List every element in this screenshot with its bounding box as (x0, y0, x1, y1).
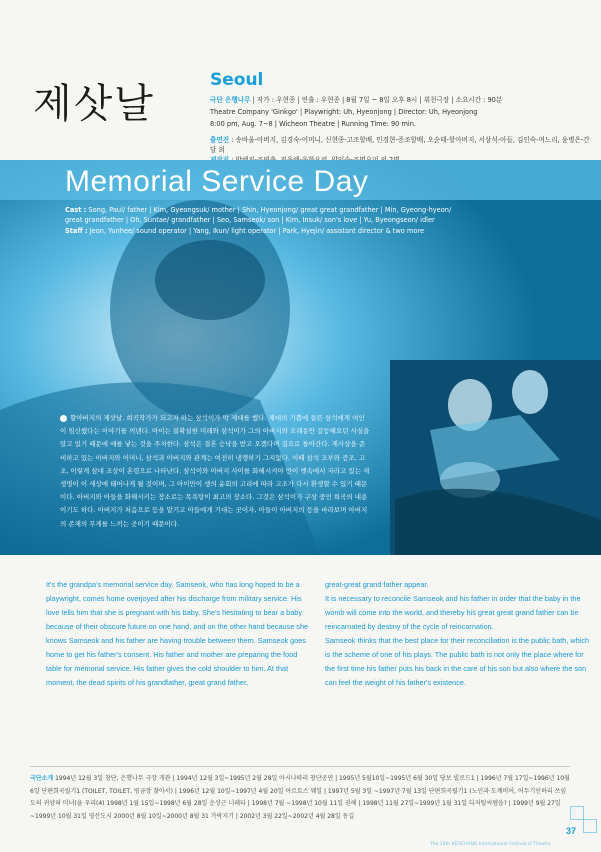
cast-kr-label: 출연진 (210, 136, 230, 144)
decorative-square (583, 819, 597, 833)
korean-synopsis (60, 412, 370, 531)
cast-label: Cast : (65, 206, 87, 214)
page-number: 37 (566, 826, 577, 836)
city-label: Seoul (210, 70, 264, 90)
credits-kr: | 작가 : 우현종 | 연출 : 우현종 | 8월 7일 ~ 8일 오후 8시 | 위천극장 | 소요시간 : 90분 (252, 96, 503, 104)
synopsis-paragraph: great-great grand father appear. (325, 580, 429, 589)
divider (30, 766, 570, 767)
synopsis-paragraph: It is necessary to reconcile Samseok and his father in order that the baby in the womb will come into the world, and thereby his great great grand father can be reincarnated by destiny of the cycle of reincarnation. (325, 594, 581, 631)
english-synopsis-col2 (325, 578, 590, 690)
company-history (30, 773, 570, 823)
history-text: 1994년 12월 3일 창단, 은행나무 극장 개관 | 1994년 12월 3일~1995년 2월 28일 아시나따리 창단공연 | 1995년 5월10일~1995년 6월 30일 당보 빌로드1 | 1996년 7월 17일~1996년 10월 6일 단편희곡릴기1 (TOILET, TOILET, 빙금장 찾아서) | 1996년 12월 10일~1997년 4월 20일 아르토스 웨일 | 1997년 5월 3일 ~1997년 7월 13일 단편희곡릴기1 (노인과 도깨비어, 어두기인하리 쓰임도의 귀양혀 미녀)을 우리(4) 1998년 1월 15일~1998년 6월 28일 운상근 너레타 | 1998년 7월 ~1998년 10월 11일 권해 | 1998년 11월 27일~1999년 1월 31일 디저털씨템읍? | 1999년 9월 27일~1999년 10월 31일 영산도시 2000년 8월 10일~2000년 8월 31 가락지기 | 2002년 3월 22일~2002년 4월 28일 동길 (30, 775, 570, 820)
history-label: 극단소개 (30, 775, 54, 782)
festival-footer: The 16th KEOCHANG International Festival of Theatre (430, 842, 551, 847)
synopsis-paragraph: Samseok thinks that the best place for their reconciliation is the public bath, which is the scheme of one of his plays. The public bath is not only the place where for the first time his father puts his back in the care of his son but also where the son can feel the weight of his father's existence. (325, 636, 590, 687)
credits-en-1: Theatre Company 'Ginkgo' | Playwright: Uh, Hyeonjong | Director: Uh, Hyeonjong (210, 108, 478, 116)
credits-block (210, 94, 590, 165)
english-synopsis-col1 (46, 578, 311, 690)
korean-synopsis-text: 할아버지의 제삿날. 희곡작가가 되고자 하는 삼석이가 막 제대를 했다. 제대의 기쁨에 들뜬 삼석에게 여인이 임신했다는 이야기를 꺼낸다. 아이는 불확실한 미래와 삼석이가 그의 아버지와 오래동안 갈등해오던 사실을 알고 있기 때문에 애를 낳는 것을 주저한다. 삼석은 결혼 승낙을 받고 오겠다며 집으로 돌아간다. 제사상을 준비하고 있는 아버지와 어머니, 삼석과 아버지와 관계는 여전히 냉랭하기 그지없다. 이때 삼석 조부와 증조, 고조, 이렇게 삼대 조상이 혼령으로 나타난다. 삼석이와 아버지 사이를 화해시켜야 만이 뱃속에서 자라고 있는 새 생명이 이 세상에 태어나게 될 것이며, 그 아이만이 생의 윤회의 고리에 따라 고조가 다시 환생할 수 있기 때문이다. 아버지와 아들을 화해시키는 장소로는 목욕탕이 최고의 장소다. 그것은 삼석이가 구상 중인 희곡의 내용이기도 하다. 아버지가 처음으로 등을 맡기고 아들에게 기대는 곳이자, 아들이 아버지의 등을 바라보며 아버지의 존재의 무게를 느끼는 곳이기 때문이다. (60, 414, 370, 528)
staff-label: Staff : (65, 227, 88, 235)
staff-text: Jeon, Yunhee/ sound operator | Yang, Ikun/ light operator | Park, Hyejin/ assistant director & two more (89, 227, 424, 235)
synopsis-paragraph: It's the grandpa's memorial service day. Samseok, who has long hoped to be a playwright, comes home overjoyed after his discharge from military service. His love tells him that she is pregnant with his baby. She's hesitating to bear a baby because of their obscure future on one hand, and on the other hand because she knows Samseok and his father are having trouble between them. Samseok goes home to get his father's consent. His father and mother are preparing the food table for memorial service. His father gives the cold shoulder to him. At that moment, the dead spirits of his grandfather, great grand father, (46, 580, 309, 687)
credits-en-2: 8:00 pm, Aug. 7~8 | Wicheon Theatre | Running Time: 90 min. (210, 120, 416, 128)
decorative-square (570, 806, 584, 820)
cast-kr: : 송바울-아버지, 김경숙-어머니, 신현종-고조할배, 민경현-증조할배, 오순태-할아버지, 서삼석-아들, 김인숙-며느리, 윤병은-간달 외 (210, 136, 590, 154)
company-kr-label: 극단 은행나무 (210, 96, 251, 104)
cast-text: Song, Paul/ father | Kim, Gyeongsuk/ mother | Shin, Hyeonjong/ great great grandfather | Min, Gyeong-hyeon/ great grandfather | Oh, Suntae/ grandfather | Seo, Samseok/ son | Kim, Insuk/ son's love | Yu, Byeongseon/ idler (65, 206, 452, 224)
bullet-icon (60, 415, 67, 422)
korean-title: 제삿날 (33, 81, 155, 127)
english-title: Memorial Service Day (65, 165, 369, 198)
cast-staff-block (65, 205, 465, 236)
